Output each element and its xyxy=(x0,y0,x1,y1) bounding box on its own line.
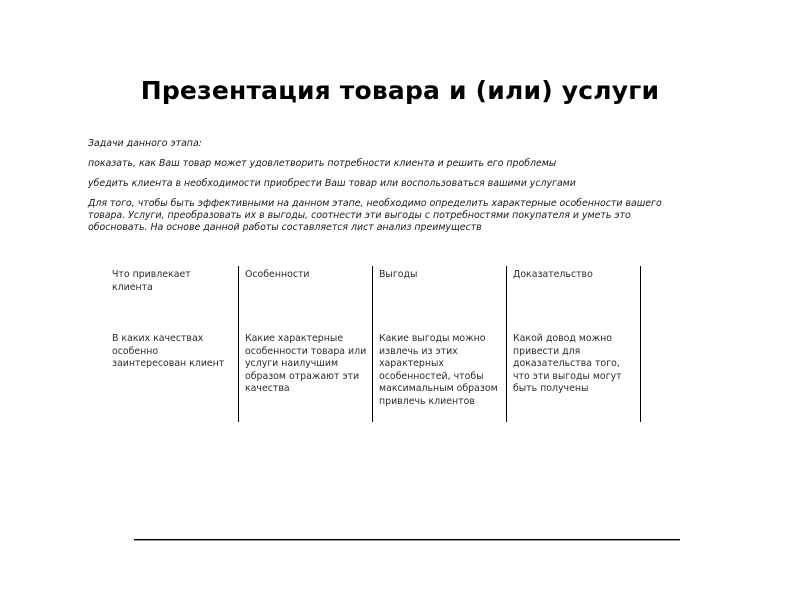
table-column-client-attraction xyxy=(110,266,238,422)
slide-title: Презентация товара и (или) услуги xyxy=(140,76,660,105)
intro-paragraph-tasks-heading: Задачи данного этапа: xyxy=(88,138,202,149)
table-header-cell: Особенности xyxy=(245,269,310,280)
table-header-cell: Доказательство xyxy=(513,269,593,280)
intro-paragraph-method: Для того, чтобы быть эффективными на данном этапе, необходимо определить характерные особенности вашего товара. Услуги, преобразовать их в выгоды, соотнести эти выгоды с потребностями покупателя и уметь это обосновать. На основе данной работы составляется лист анализ преимуществ xyxy=(88,198,662,233)
intro-text xyxy=(88,138,688,242)
table-column-benefits xyxy=(372,266,507,422)
intro-paragraph-show: показать, как Ваш товар может удовлетворить потребности клиента и решить его проблемы xyxy=(88,158,557,169)
intro-paragraph-convince: убедить клиента в необходимости приобрести Ваш товар или воспользоваться вашими услугами xyxy=(88,178,576,189)
table-cell: Какой довод можно привести для доказательства того, что эти выгоды могут быть получены xyxy=(513,333,622,394)
table-header-cell: Выгоды xyxy=(379,269,418,280)
table-header-cell: Что привлекает клиента xyxy=(112,269,191,293)
table-cell: Какие характерные особенности товара или услуги наилучшим образом отражают эти качества xyxy=(245,333,367,394)
footer-divider xyxy=(134,539,680,540)
benefits-analysis-table xyxy=(110,266,640,422)
table-column-proof xyxy=(506,266,641,422)
table-cell: В каких качествах особенно заинтересован клиент xyxy=(112,333,225,369)
table-column-features xyxy=(238,266,373,422)
table-cell: Какие выгоды можно извлечь из этих характерных особенностей, чтобы максимальным образом привлечь клиентов xyxy=(379,333,498,407)
